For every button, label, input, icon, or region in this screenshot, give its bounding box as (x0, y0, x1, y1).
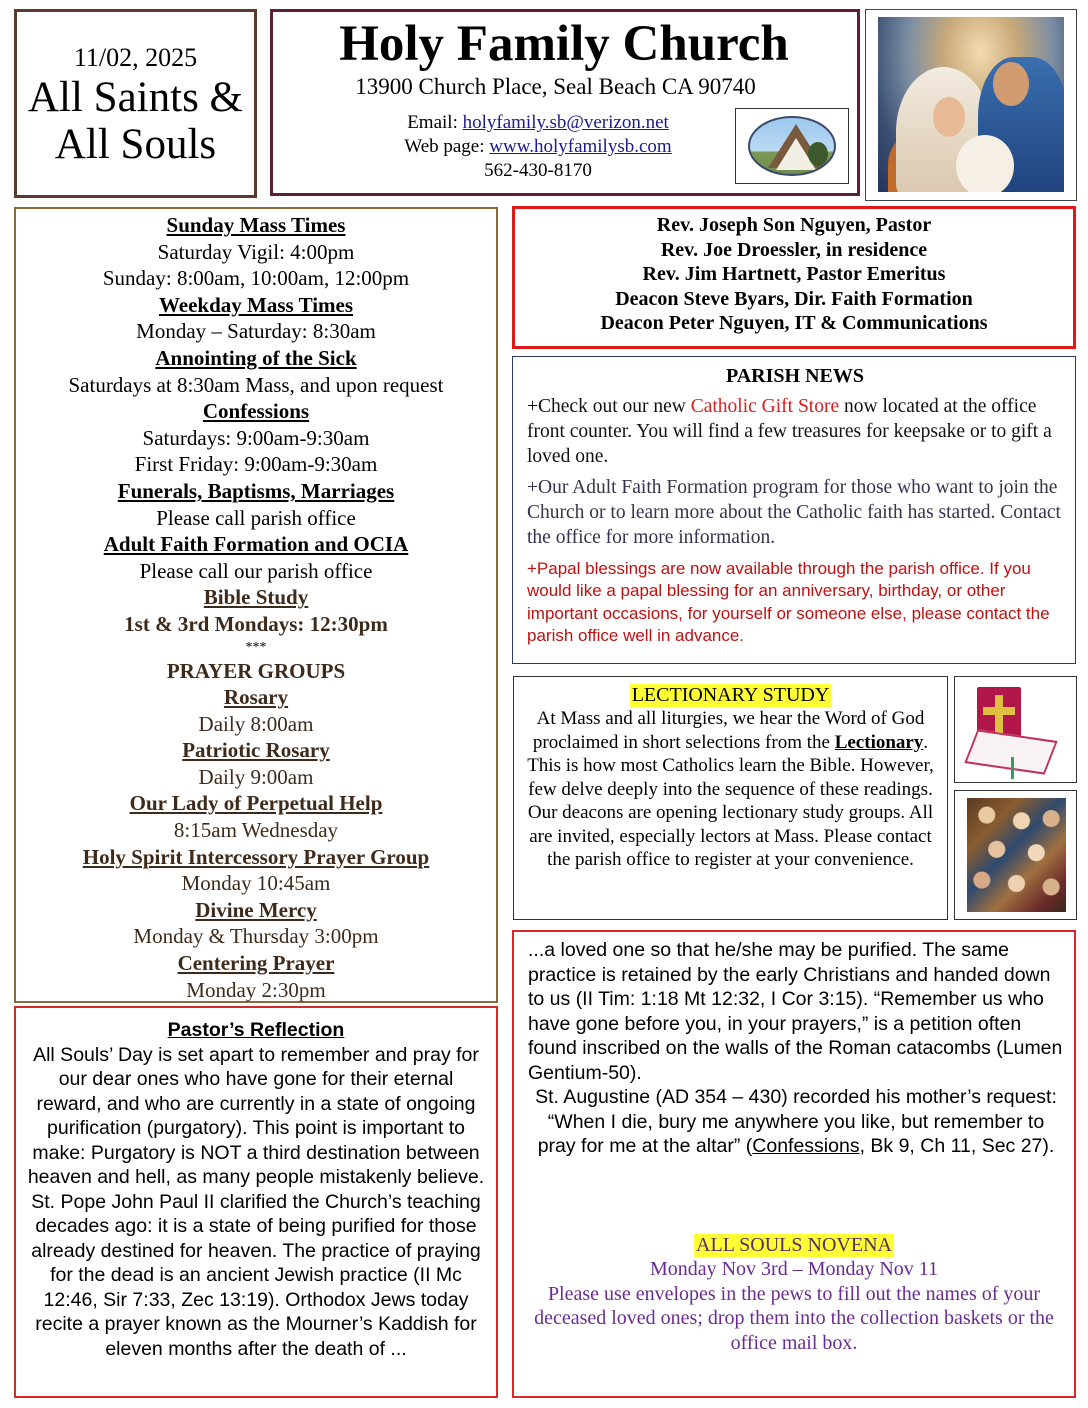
parish-news (512, 356, 1076, 664)
church-header (270, 9, 860, 196)
prayer-group-time: Monday 10:45am (181, 871, 331, 896)
schedule-line: 1st & 3rd Mondays: 12:30pm (124, 611, 388, 636)
holy-family-art-icon (878, 17, 1064, 192)
clergy-member: Rev. Joe Droessler, in residence (660, 238, 928, 261)
section-heading: Bible Study (203, 585, 309, 610)
section-heading: Confessions (202, 399, 310, 424)
church-name: Holy Family Church (339, 16, 789, 72)
section-heading: Weekday Mass Times (158, 292, 354, 317)
schedule-line: Please call our parish office (139, 558, 373, 583)
feast-title-line1: All Saints & (27, 74, 244, 121)
lectionary-book-image (954, 676, 1077, 783)
schedule-line: Saturdays at 8:30am Mass, and upon request (68, 372, 444, 397)
contact-info (373, 111, 703, 183)
schedule-line: First Friday: 9:00am-9:30am (134, 452, 378, 477)
novena-body: Please use envelopes in the pews to fill out the names of your deceased loved ones; drop them into the collection baskets or the office mail box. (534, 1282, 1054, 1354)
pastors-reflection (14, 1006, 498, 1398)
church-address: 13900 Church Place, Seal Beach CA 90740 (355, 74, 756, 99)
holy-family-image (865, 9, 1077, 201)
schedule-line: Sunday: 8:00am, 10:00am, 12:00pm (102, 266, 410, 291)
website-link[interactable]: www.holyfamilysb.com (489, 136, 672, 157)
news-item-gift-store: +Check out our new Catholic Gift Store now located at the office front counter. You will find a few treasures for keepsake or to gift a loved one. (527, 396, 1052, 467)
continuation-paragraph-1: ...a loved one so that he/she may be purified. The same practice is retained by the early Christians and handed down to us (II Tim: 1:18 Mt 12:32, I Cor 3:15). “Remember us who have gone before you, in your prayers,” is a petition often found inscribed on the walls of the Roman catacombs (Lumen Gentium-50). (528, 939, 1063, 1084)
prayer-group-time: Daily 8:00am (198, 711, 314, 736)
separator: *** (245, 639, 267, 655)
news-heading: PARISH NEWS (726, 365, 864, 387)
reflection-continuation (512, 930, 1076, 1398)
news-item-papal-blessings: +Papal blessings are now available through the parish office. If you would like a papal blessing for an anniversary, birthday, or other important occasions, for yourself or someone else, please contact the parish office well in advance. (527, 558, 1050, 645)
lectionary-study (513, 676, 948, 920)
church-building-icon (748, 116, 836, 176)
prayer-group-heading: Centering Prayer (177, 951, 335, 976)
schedule-line: Please call parish office (156, 505, 356, 530)
prayer-group-time: 8:15am Wednesday (173, 818, 339, 843)
section-heading: Annointing of the Sick (155, 345, 357, 370)
confessions-reference: Confessions (752, 1135, 860, 1157)
clergy-list (512, 206, 1076, 349)
prayer-groups-title: PRAYER GROUPS (166, 658, 346, 683)
prayer-group-time: Daily 9:00am (198, 764, 314, 789)
reflection-heading: Pastor’s Reflection (167, 1019, 345, 1041)
bulletin-date: 11/02, 2025 (73, 43, 198, 72)
date-box (14, 9, 257, 198)
phone-number: 562-430-8170 (484, 160, 592, 181)
schedule-line: Monday – Saturday: 8:30am (136, 319, 376, 344)
web-label: Web page: (404, 136, 490, 157)
schedule-line: Saturday Vigil: 4:00pm (157, 239, 355, 264)
schedule-line: Saturdays: 9:00am-9:30am (142, 425, 370, 450)
email-link[interactable]: holyfamily.sb@verizon.net (462, 112, 669, 133)
prayer-group-time: Monday & Thursday 3:00pm (133, 924, 379, 949)
prayer-group-heading: Rosary (223, 685, 289, 710)
clergy-member: Deacon Peter Nguyen, IT & Communications (600, 312, 988, 335)
clergy-member: Deacon Steve Byars, Dir. Faith Formation (615, 287, 973, 310)
prayer-group-heading: Holy Spirit Intercessory Prayer Group (82, 844, 430, 869)
novena-dates: Monday Nov 3rd – Monday Nov 11 (649, 1258, 939, 1280)
section-heading: Sunday Mass Times (166, 213, 346, 237)
lectionary-body: At Mass and all liturgies, we hear the Word of God proclaimed in short selections from the Lectionary. This is how most Catholics learn the Bible. However, few delve deeply into the sequence of these readings. Our deacons are opening lectionary study groups. All are invited, especially lectors at Mass. Please contact the parish office to register at your convenience. (527, 708, 934, 870)
email-label: Email: (407, 112, 463, 133)
section-heading: Adult Faith Formation and OCIA (103, 532, 409, 557)
saints-collage-image (954, 790, 1077, 920)
continuation-paragraph-2: St. Augustine (AD 354 – 430) recorded his mother’s request: “When I die, bury me anywhere you like, but remember to pray for me at the altar” (Confessions, Bk 9, Ch 11, Sec 27). (535, 1086, 1057, 1157)
news-item-faith-formation: +Our Adult Faith Formation program for those who want to join the Church or to learn more about the Catholic faith has started. Contact the office for more information. (527, 477, 1061, 548)
prayer-group-time: Monday 2:30pm (186, 977, 326, 1002)
clergy-member: Rev. Joseph Son Nguyen, Pastor (656, 214, 932, 236)
prayer-group-heading: Divine Mercy (195, 897, 317, 922)
reflection-body: All Souls’ Day is set apart to remember and pray for our dear ones who have gone for their eternal reward, and who are currently in a state of ongoing purification (purgatory). This point is important to make: Purgatory is NOT a third destination between heaven and hell, as many people mistakenly believe. St. Pope John Paul II clarified the Church’s teaching decades ago: it is a state of being purified for those already destined for heaven. The practice of praying for the dead is an ancient Jewish practice (II Mc 12:46, Sir 7:33, Zec 13:19). Orthodox Jews today recite a prayer known as the Mourner’s Kaddish for eleven months after the death of ... (27, 1043, 485, 1360)
all-souls-novena (514, 1234, 1074, 1355)
lectionary-term: Lectionary (834, 731, 924, 753)
section-heading: Funerals, Baptisms, Marriages (117, 478, 395, 503)
clergy-member: Rev. Jim Hartnett, Pastor Emeritus (642, 263, 946, 286)
feast-title-line2: All Souls (54, 121, 217, 168)
gift-store-highlight: Catholic Gift Store (690, 396, 840, 417)
novena-heading: ALL SOULS NOVENA (696, 1234, 892, 1256)
prayer-group-heading: Our Lady of Perpetual Help (129, 791, 383, 816)
church-photo (735, 108, 849, 184)
saints-collage-icon (967, 798, 1066, 912)
lectionary-heading: LECTIONARY STUDY (631, 684, 830, 706)
mass-times-panel (14, 207, 498, 1003)
prayer-group-heading: Patriotic Rosary (182, 738, 330, 763)
